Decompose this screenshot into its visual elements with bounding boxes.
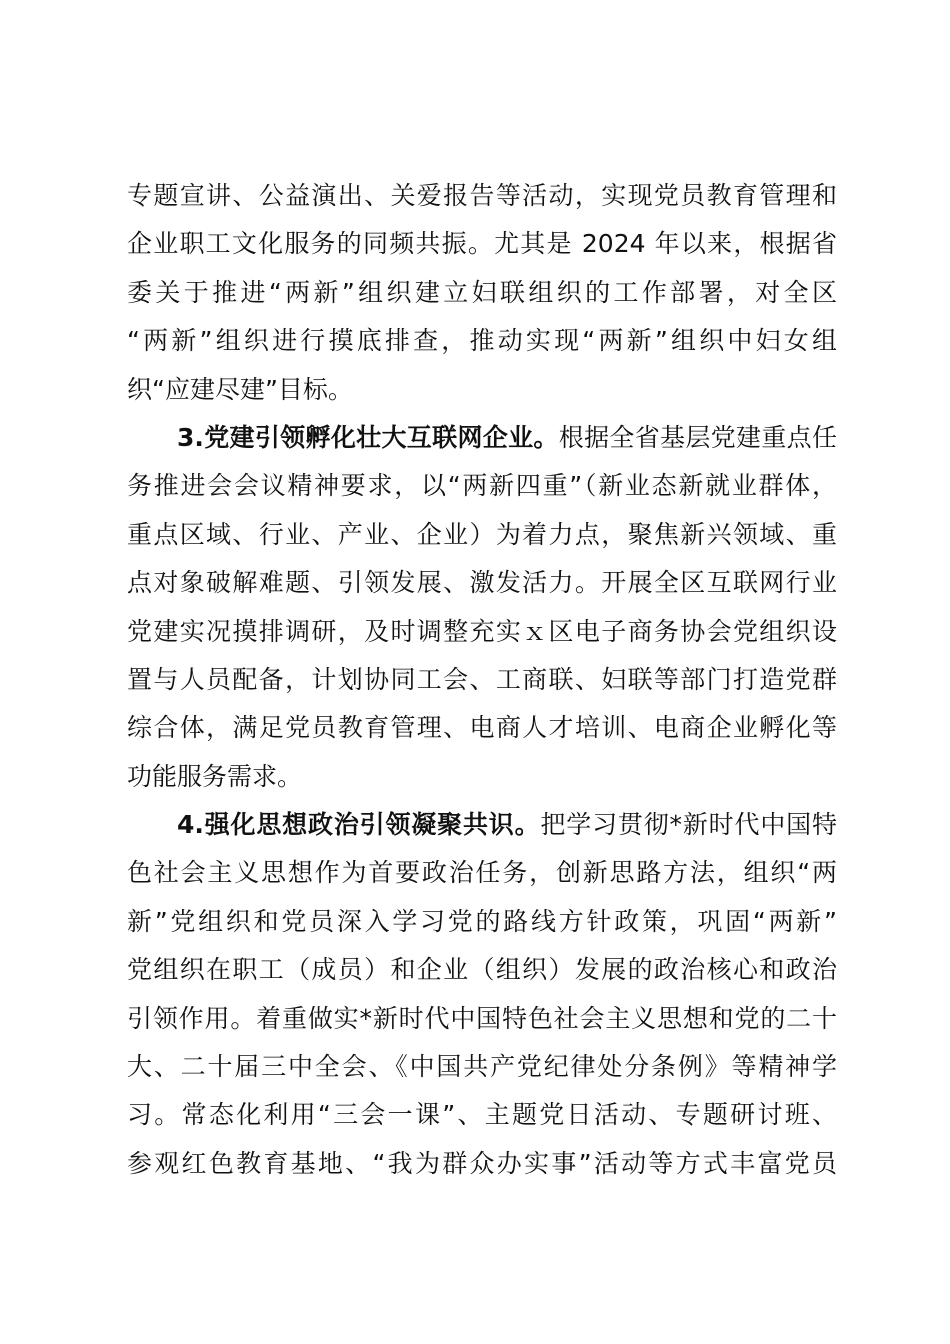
text-line: 点对象破解难题、引领发展、激发活力。开展全区互联网行业 xyxy=(127,568,837,598)
text-run: 根据全省基层党建重点任 xyxy=(558,422,837,452)
text-line: 党建实况摸排调研，及时调整充实ｘ区电子商务协会党组织设 xyxy=(127,616,837,646)
text-line: 务推进会会议精神要求，以“两新四重”（新业态新就业群体， xyxy=(127,471,837,501)
text-line: 委关于推进“两新”组织建立妇联组织的工作部署，对全区 xyxy=(127,277,837,307)
text-run: 把学习贯彻*新时代中国特 xyxy=(540,810,837,840)
paragraph-first-line xyxy=(127,414,837,462)
paragraph-activities xyxy=(127,172,837,414)
text-line: 大、二十届三中全会、《中国共产党纪律处分条例》等精神学 xyxy=(127,1052,837,1082)
text-line: “两新”组织进行摸底排查，推动实现“两新”组织中妇女组 xyxy=(127,326,837,356)
text-line: 参观红色教育基地、“我为群众办实事”活动等方式丰富党员 xyxy=(127,1148,837,1178)
text-line: 重点区域、行业、产业、企业）为着力点，聚焦新兴领域、重 xyxy=(127,519,837,549)
text-line: 功能服务需求。 xyxy=(127,761,303,791)
text-line: 色社会主义思想作为首要政治任务，创新思路方法，组织“两 xyxy=(127,858,837,888)
text-line: 党组织在职工（成员）和企业（组织）发展的政治核心和政治 xyxy=(127,955,837,985)
document-body xyxy=(127,172,837,1188)
text-line: 引领作用。着重做实*新时代中国特色社会主义思想和党的二十 xyxy=(127,1003,837,1033)
paragraph-internet-enterprises xyxy=(127,414,837,801)
text-line: 综合体，满足党员教育管理、电商人才培训、电商企业孵化等 xyxy=(127,713,837,743)
text-line: 置与人员配备，计划协同工会、工商联、妇联等部门打造党群 xyxy=(127,664,837,694)
paragraph-first-line xyxy=(127,801,837,849)
paragraph-ideological-guidance xyxy=(127,801,837,1188)
text-line: 习。常态化利用“三会一课”、主题党日活动、专题研讨班、 xyxy=(127,1100,837,1130)
section-heading: 4.强化思想政治引领凝聚共识。 xyxy=(177,810,541,840)
text-line: 企业职工文化服务的同频共振。尤其是 2024 年以来，根据省 xyxy=(127,229,837,259)
text-line: 织“应建尽建”目标。 xyxy=(127,374,353,404)
text-line: 专题宣讲、公益演出、关爱报告等活动，实现党员教育管理和 xyxy=(127,181,837,210)
text-line: 新”党组织和党员深入学习党的路线方针政策，巩固“两新” xyxy=(127,906,837,936)
section-heading: 3.党建引领孵化壮大互联网企业。 xyxy=(177,422,559,452)
